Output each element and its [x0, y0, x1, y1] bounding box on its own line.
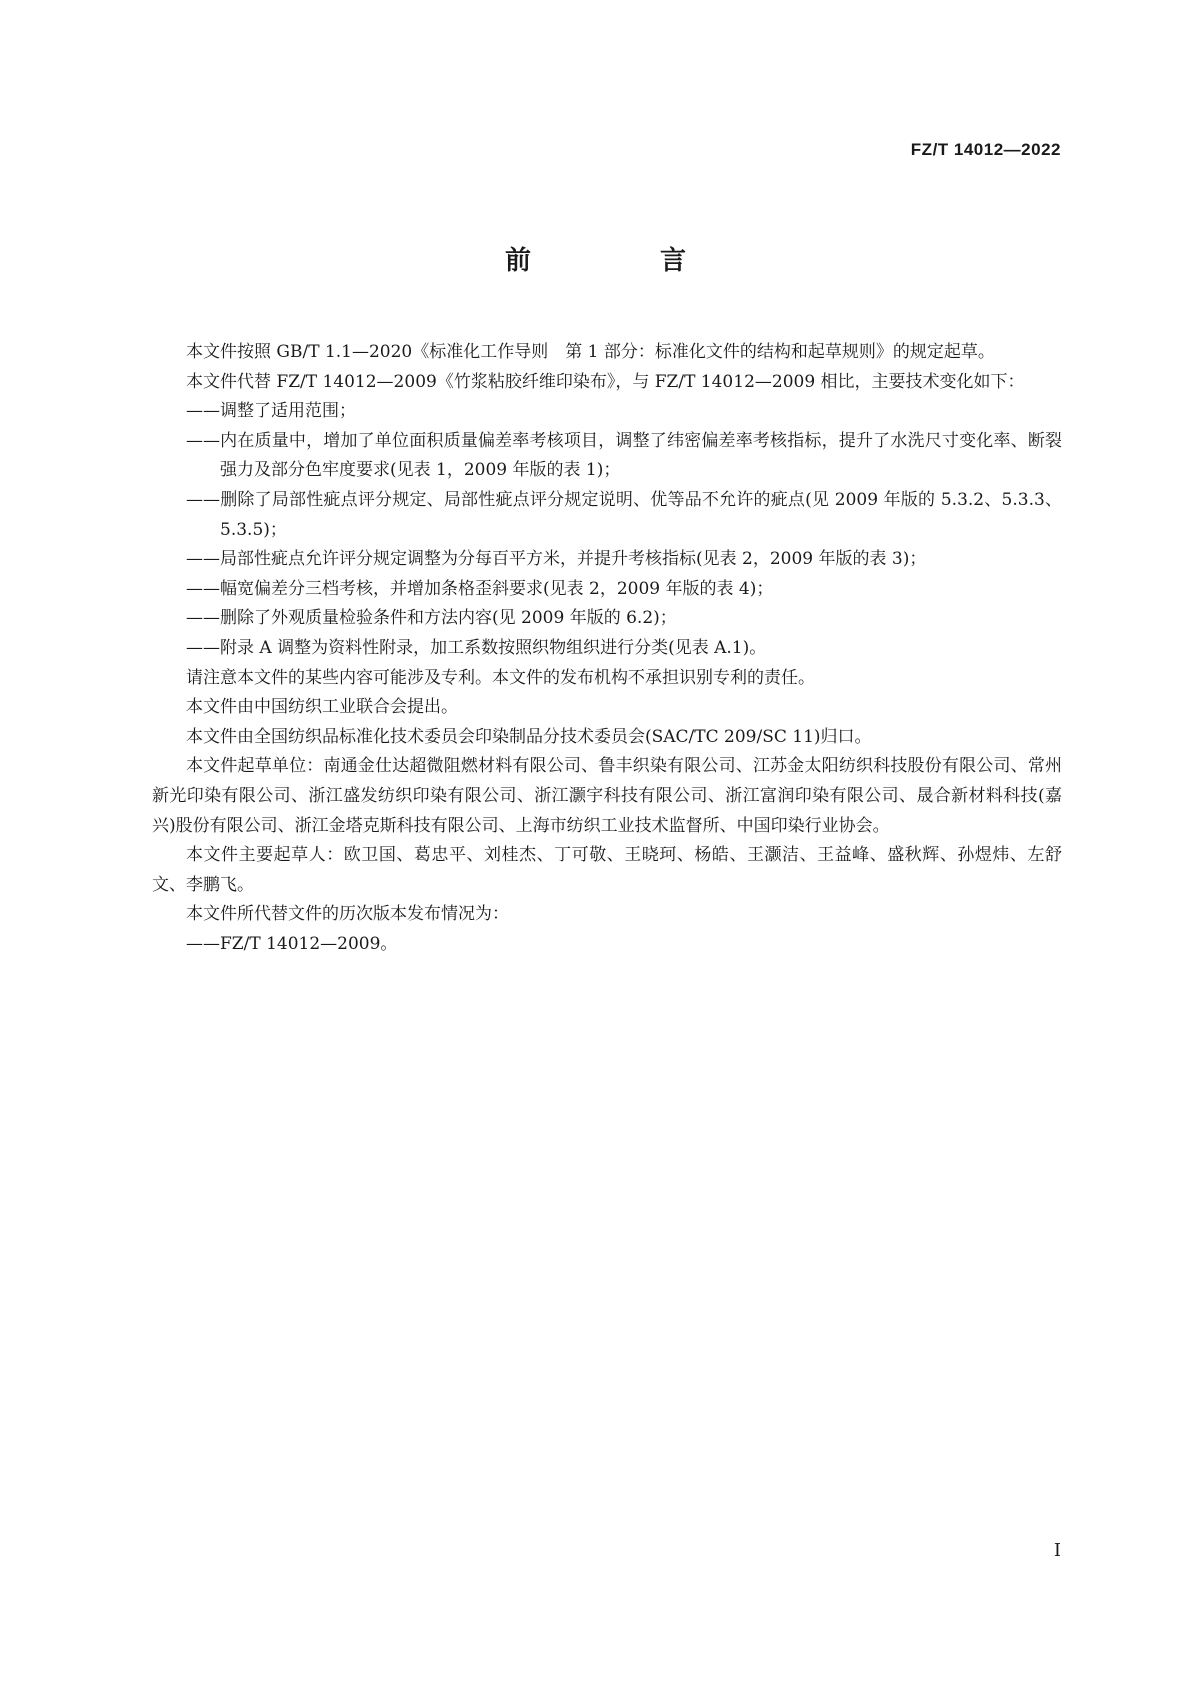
- paragraph-drafting-rules: 本文件按照 GB/T 1.1—2020《标准化工作导则 第 1 部分：标准化文件的结构和起草规则》的规定起草。: [186, 342, 995, 362]
- paragraph-patent-notice: 请注意本文件的某些内容可能涉及专利。本文件的发布机构不承担识别专利的责任。: [186, 667, 815, 688]
- foreword-body: [152, 338, 1062, 959]
- paragraph-replacement: 本文件代替 FZ/T 14012—2009《竹浆粘胶纤维印染布》，与 FZ/T 14012—2009 相比，主要技术变化如下：: [186, 371, 1025, 392]
- paragraph-committee: 本文件由全国纺织品标准化技术委员会印染制品分技术委员会(SAC/TC 209/SC 11)归口。: [186, 726, 872, 747]
- change-item: ——内在质量中，增加了单位面积质量偏差率考核项目，调整了纬密偏差率考核指标，提升了水洗尺寸变化率、断裂强力及部分色牢度要求(见表 1，2009 年版的表 1)；: [186, 430, 1062, 481]
- change-item: ——幅宽偏差分三档考核，并增加条格歪斜要求(见表 2，2009 年版的表 4)；: [186, 578, 774, 599]
- paragraph-proposer: 本文件由中国纺织工业联合会提出。: [186, 697, 458, 718]
- history-item: ——FZ/T 14012—2009。: [186, 933, 398, 954]
- section-title: 前 言: [504, 246, 747, 276]
- change-item: ——调整了适用范围；: [186, 401, 356, 422]
- paragraph-history-intro: 本文件所代替文件的历次版本发布情况为：: [186, 904, 509, 925]
- change-item: ——删除了外观质量检验条件和方法内容(见 2009 年版的 6.2)；: [186, 608, 677, 629]
- document-code: FZ/T 14012—2022: [910, 140, 1061, 159]
- paragraph-drafters: 本文件主要起草人：欧卫国、葛忠平、刘桂杰、丁可敬、王晓珂、杨皓、王灏洁、王益峰、盛秋辉、孙煜炜、左舒文、李鹏飞。: [152, 845, 1062, 895]
- change-item: ——局部性疵点允许评分规定调整为分每百平方米，并提升考核指标(见表 2，2009 年版的表 3)；: [186, 549, 927, 570]
- paragraph-drafting-units: 本文件起草单位：南通金仕达超微阻燃材料有限公司、鲁丰织染有限公司、江苏金太阳纺织科技股份有限公司、常州新光印染有限公司、浙江盛发纺织印染有限公司、浙江灏宇科技有限公司、浙江富润印染有限公司、晟合新材料科技(嘉兴)股份有限公司、浙江金塔克斯科技有限公司、上海市纺织工业技术监督所、中国印染行业协会。: [152, 756, 1062, 836]
- page-number: I: [1053, 1540, 1061, 1561]
- change-item: ——附录 A 调整为资料性附录，加工系数按照织物组织进行分类(见表 A.1)。: [186, 637, 767, 658]
- change-item: ——删除了局部性疵点评分规定、局部性疵点评分规定说明、优等品不允许的疵点(见 2009 年版的 5.3.2、5.3.3、5.3.5)；: [186, 489, 1062, 540]
